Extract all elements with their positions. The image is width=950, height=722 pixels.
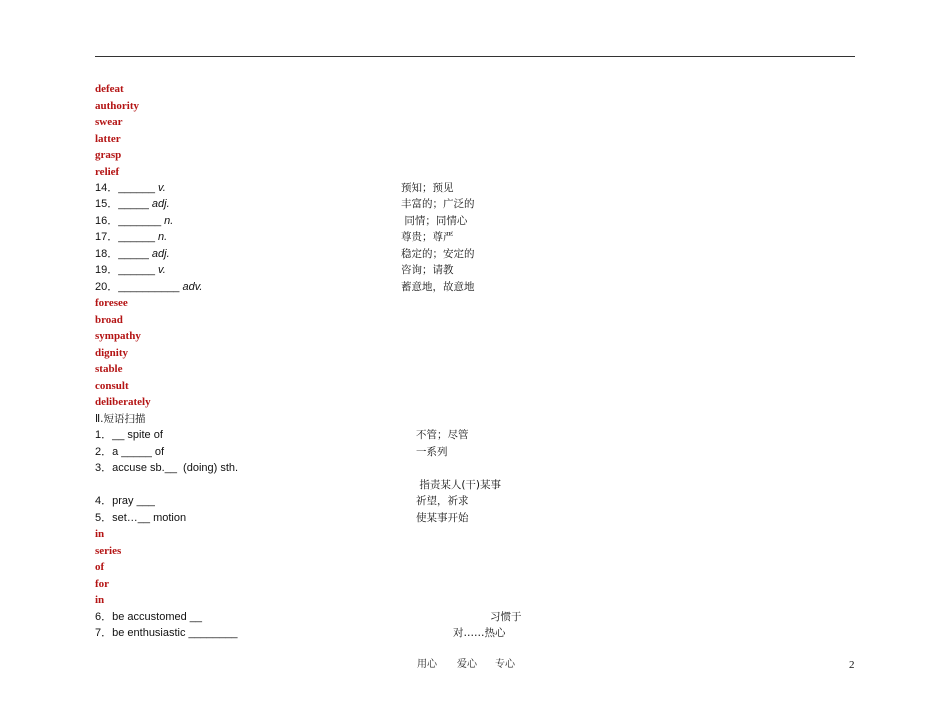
- phrase-meaning: 对……热心: [453, 627, 506, 639]
- vocab-meaning: 咨询；请教: [401, 264, 454, 276]
- answer-word: defeat: [95, 83, 124, 95]
- part-of-speech: v.: [158, 182, 166, 194]
- vocab-item: [95, 180, 166, 196]
- phrase-item: 1．__ spite of: [95, 429, 163, 441]
- vocab-item: [95, 196, 170, 212]
- footer-text: 爱心: [457, 659, 477, 670]
- part-of-speech: adj.: [151, 198, 170, 210]
- answer-word: sympathy: [95, 330, 141, 342]
- answer-word: authority: [95, 100, 139, 112]
- answer-word: latter: [95, 133, 121, 145]
- vocab-item: [95, 246, 170, 262]
- answer-word: foresee: [95, 297, 128, 309]
- part-of-speech: adv.: [182, 281, 203, 293]
- footer-text: 用心: [417, 659, 437, 670]
- answer-word: stable: [95, 363, 123, 375]
- item-number: 15．: [95, 198, 119, 210]
- item-number: 19．: [95, 264, 119, 276]
- answer-word: in: [95, 594, 105, 606]
- vocab-item: [95, 229, 167, 245]
- item-number: 20．: [95, 281, 119, 293]
- phrase-meaning: 不管；尽管: [416, 429, 469, 441]
- footer-text: 专心: [495, 659, 515, 670]
- blank: _______: [118, 215, 162, 227]
- page-number: 2: [849, 659, 855, 671]
- blank: ______: [118, 231, 155, 243]
- blank: ______: [118, 264, 155, 276]
- blank: _____: [118, 248, 149, 260]
- answer-word: deliberately: [95, 396, 151, 408]
- phrase-meaning: 一系列: [416, 446, 448, 458]
- phrase-meaning: 习惯于: [490, 611, 522, 623]
- answer-word: broad: [95, 314, 123, 326]
- vocab-meaning: 尊贵；尊严: [401, 231, 454, 243]
- answer-word: swear: [95, 116, 123, 128]
- answer-word: grasp: [95, 149, 122, 161]
- blank: __________: [118, 281, 180, 293]
- phrase-item: 5．set…__ motion: [95, 512, 187, 524]
- blank: ______: [118, 182, 155, 194]
- item-number: 17．: [95, 231, 119, 243]
- vocab-item: [95, 262, 166, 278]
- answer-word: series: [95, 545, 122, 557]
- vocab-meaning: 同情；同情心: [401, 215, 468, 227]
- vocab-item: [95, 213, 173, 229]
- blank: _____: [118, 198, 149, 210]
- vocab-item: [95, 279, 202, 295]
- phrase-meaning: 指责某人(干)某事: [416, 479, 502, 491]
- vocab-meaning: 稳定的；安定的: [401, 248, 475, 260]
- answer-word: in: [95, 528, 105, 540]
- phrase-meaning: 使某事开始: [416, 512, 469, 524]
- part-of-speech: v.: [158, 264, 166, 276]
- answer-word: consult: [95, 380, 129, 392]
- vocab-meaning: 蓄意地，故意地: [401, 281, 475, 293]
- item-number: 16．: [95, 215, 119, 227]
- item-number: 14．: [95, 182, 119, 194]
- phrase-item: 2．a _____ of: [95, 446, 165, 458]
- phrase-item: 6．be accustomed __: [95, 611, 203, 623]
- vocab-meaning: 预知；预见: [401, 182, 454, 194]
- section-heading: Ⅱ.短语扫描: [95, 413, 146, 425]
- item-number: 18．: [95, 248, 119, 260]
- phrase-item: 3．accuse sb.__ (doing) sth.: [95, 462, 239, 474]
- answer-word: dignity: [95, 347, 129, 359]
- phrase-meaning: 祈望，祈求: [416, 495, 469, 507]
- answer-word: of: [95, 561, 105, 573]
- phrase-item: 4．pray ___: [95, 495, 155, 507]
- answer-word: relief: [95, 166, 120, 178]
- part-of-speech: adj.: [151, 248, 170, 260]
- vocab-meaning: 丰富的；广泛的: [401, 198, 475, 210]
- header-rule: [95, 56, 855, 57]
- part-of-speech: n.: [158, 231, 168, 243]
- part-of-speech: n.: [164, 215, 174, 227]
- phrase-item: 7．be enthusiastic ________: [95, 627, 238, 639]
- answer-word: for: [95, 578, 110, 590]
